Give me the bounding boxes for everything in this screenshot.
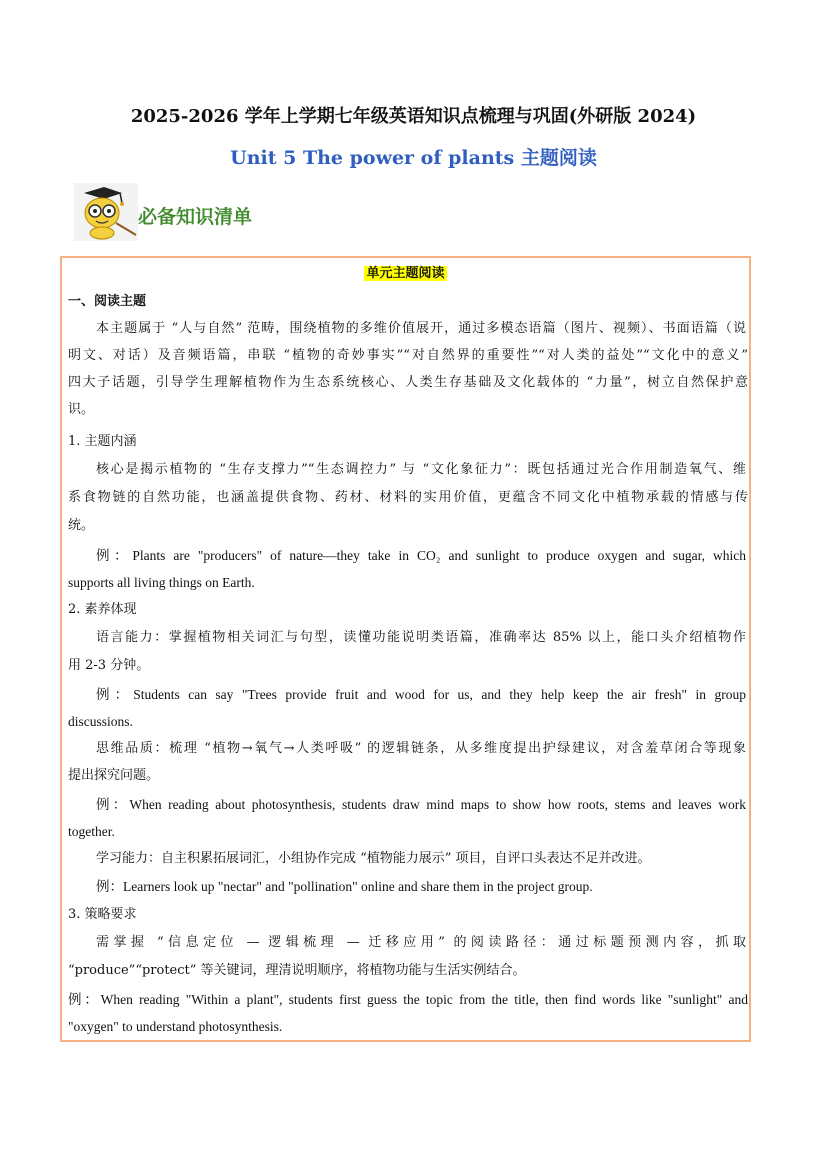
section-3-example: "oxygen" to understand photosynthesis. bbox=[68, 1019, 283, 1034]
thinking-example: together. bbox=[68, 824, 115, 839]
scholar-mascot-icon bbox=[74, 183, 138, 241]
section-heading: 必备知识清单 bbox=[138, 206, 253, 228]
section-1-example: supports all living things on Earth. bbox=[68, 575, 255, 590]
section-3-title: 3. 策略要求 bbox=[68, 907, 137, 922]
thinking-quality: 提出探究问题。 bbox=[68, 768, 160, 783]
document-subtitle: Unit 5 The power of plants 主题阅读 bbox=[230, 147, 597, 169]
learning-ability: 学习能力：自主积累拓展词汇，小组协作完成 “植物能力展示” 项目，自评口头表达不足并改进。 bbox=[96, 851, 651, 866]
thinking-example: 例：When reading about photosynthesis, students draw mind maps to show how roots, stems and leaves work bbox=[96, 797, 746, 812]
intro-line: 识。 bbox=[68, 402, 95, 417]
section-1-title: 1. 主题内涵 bbox=[68, 434, 137, 449]
thinking-quality: 思维品质：梳理 “植物→氧气→人类呼吸” 的逻辑链条，从多维度提出护绿建议，对含羞草闭合等现象 bbox=[96, 741, 746, 756]
section-1-example: 例：Plants are "producers" of nature—they take in CO₂ and sunlight to produce oxygen and sugar, which bbox=[96, 548, 746, 563]
intro-line: 明文、对话）及音频语篇，串联 “植物的奇妙事实”“对自然界的重要性”“对人类的益处”“文化中的意义” bbox=[68, 348, 748, 363]
box-title: 单元主题阅读 bbox=[366, 266, 445, 281]
intro-line: 四大子话题，引导学生理解植物作为生态系统核心、人类生存基础及文化载体的 “力量”，树立自然保护意 bbox=[68, 375, 748, 390]
section-3-example: 例：When reading "Within a plant", students first guess the topic from the title, then find words like "sunlight" and bbox=[68, 992, 748, 1007]
learning-example: 例：Learners look up "nectar" and "pollination" online and share them in the project group. bbox=[96, 879, 593, 894]
section-1-body: 系食物链的自然功能，也涵盖提供食物、药材、材料的实用价值，更蕴含不同文化中植物承载的情感与传 bbox=[68, 490, 748, 505]
language-example: 例：Students can say "Trees provide fruit and wood for us, and they help keep the air fresh" in group bbox=[96, 687, 746, 702]
section-1-body: 统。 bbox=[68, 518, 95, 533]
reading-theme-heading: 一、阅读主题 bbox=[68, 294, 147, 309]
section-3-body: 需掌握 “信息定位 — 逻辑梳理 — 迁移应用” 的阅读路径：通过标题预测内容，抓取 bbox=[96, 935, 746, 950]
section-2-title: 2. 素养体现 bbox=[68, 602, 137, 617]
language-ability: 语言能力：掌握植物相关词汇与句型，读懂功能说明类语篇，准确率达 85% 以上，能口头介绍植物作 bbox=[96, 630, 746, 645]
section-1-body: 核心是揭示植物的 “生存支撑力”“生态调控力” 与 “文化象征力”：既包括通过光合作用制造氧气、维 bbox=[96, 462, 746, 477]
language-ability: 用 2-3 分钟。 bbox=[68, 658, 150, 673]
language-example: discussions. bbox=[68, 714, 133, 729]
content-box bbox=[60, 256, 751, 1042]
section-3-body: “produce”“protect” 等关键词，理清说明顺序，将植物功能与生活实例结合。 bbox=[68, 963, 526, 978]
document-title: 2025-2026 学年上学期七年级英语知识点梳理与巩固(外研版 2024) bbox=[130, 106, 697, 127]
intro-line: 本主题属于 “人与自然” 范畴，围绕植物的多维价值展开，通过多模态语篇（图片、视频）、书面语篇（说 bbox=[96, 321, 746, 336]
